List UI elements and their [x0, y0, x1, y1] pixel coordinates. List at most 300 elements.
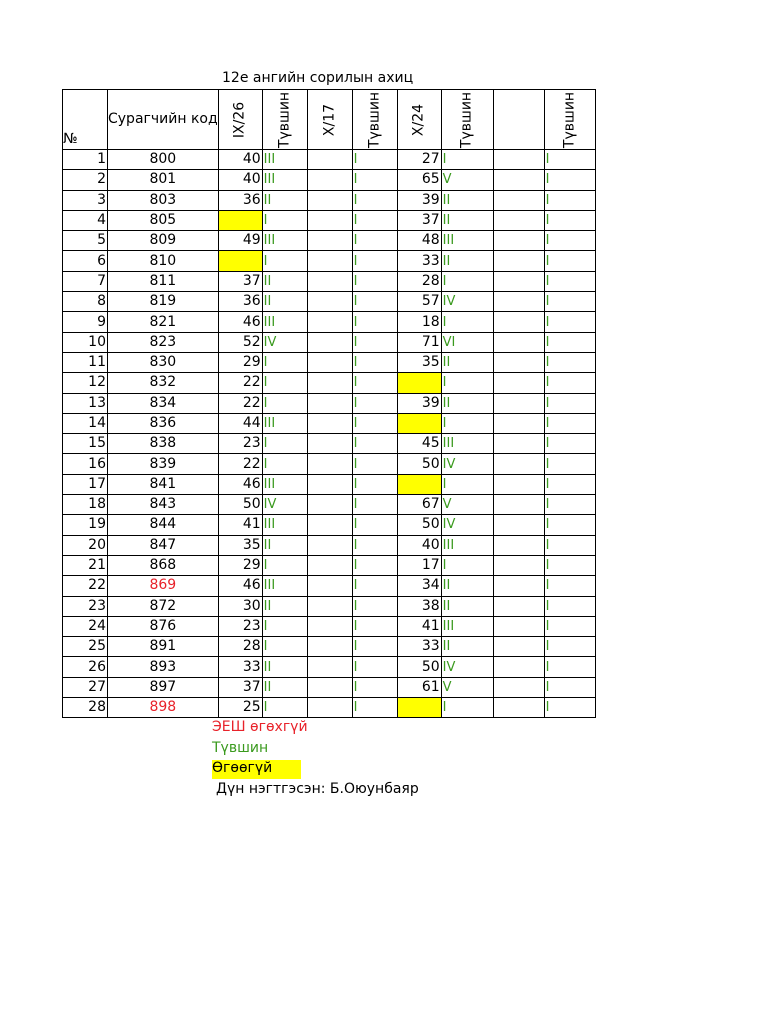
header-student-code: Сурагчийн код	[108, 90, 219, 150]
score-ix-26: 46	[218, 474, 262, 494]
score-ix-26: 40	[218, 150, 262, 170]
level-3: I	[441, 312, 493, 332]
score-ix-26: 36	[218, 190, 262, 210]
level-3: I	[441, 474, 493, 494]
level-2: I	[352, 170, 397, 190]
table-row	[63, 190, 596, 210]
score-x-17	[307, 150, 352, 170]
row-number: 4	[63, 210, 108, 230]
level-1: I	[262, 373, 307, 393]
empty-cell	[493, 677, 544, 697]
empty-cell	[493, 332, 544, 352]
score-ix-26: 52	[218, 332, 262, 352]
score-ix-26: 23	[218, 434, 262, 454]
level-4: I	[544, 576, 595, 596]
student-code: 811	[108, 271, 219, 291]
row-number: 12	[63, 373, 108, 393]
student-code: 801	[108, 170, 219, 190]
level-4: I	[544, 170, 595, 190]
level-1: I	[262, 555, 307, 575]
score-x-17	[307, 596, 352, 616]
table-row	[63, 352, 596, 372]
score-ix-26: 50	[218, 495, 262, 515]
empty-cell	[493, 271, 544, 291]
level-4: I	[544, 210, 595, 230]
level-3: I	[441, 150, 493, 170]
row-number: 26	[63, 657, 108, 677]
level-3: I	[441, 373, 493, 393]
empty-cell	[493, 576, 544, 596]
row-number: 18	[63, 495, 108, 515]
table-row	[63, 698, 596, 718]
row-number: 20	[63, 535, 108, 555]
header-level-1: Түвшин	[262, 90, 307, 150]
score-ix-26: 35	[218, 535, 262, 555]
row-number: 10	[63, 332, 108, 352]
score-ix-26: 46	[218, 576, 262, 596]
empty-cell	[493, 434, 544, 454]
score-x-17	[307, 271, 352, 291]
score-x-17	[307, 393, 352, 413]
score-ix-26: 22	[218, 454, 262, 474]
score-x-24: 28	[397, 271, 441, 291]
table-row	[63, 210, 596, 230]
student-code: 809	[108, 231, 219, 251]
level-1: III	[262, 576, 307, 596]
table-row	[63, 251, 596, 271]
level-4: I	[544, 698, 595, 718]
level-1: IV	[262, 332, 307, 352]
empty-cell	[493, 454, 544, 474]
level-3: II	[441, 637, 493, 657]
level-1: I	[262, 434, 307, 454]
table-row	[63, 231, 596, 251]
level-1: II	[262, 190, 307, 210]
level-1: II	[262, 535, 307, 555]
level-2: I	[352, 150, 397, 170]
table-row	[63, 677, 596, 697]
table-row	[63, 312, 596, 332]
level-2: I	[352, 495, 397, 515]
empty-cell	[493, 231, 544, 251]
empty-cell	[493, 251, 544, 271]
level-1: I	[262, 698, 307, 718]
level-1: II	[262, 596, 307, 616]
score-x-17	[307, 657, 352, 677]
row-number: 3	[63, 190, 108, 210]
score-x-17	[307, 231, 352, 251]
level-3: I	[441, 271, 493, 291]
level-3: II	[441, 190, 493, 210]
row-number: 23	[63, 596, 108, 616]
table-row	[63, 657, 596, 677]
table-row	[63, 616, 596, 636]
student-code: 819	[108, 292, 219, 312]
score-x-17	[307, 373, 352, 393]
score-x-17	[307, 434, 352, 454]
level-1: I	[262, 616, 307, 636]
table-row	[63, 515, 596, 535]
level-3: III	[441, 434, 493, 454]
level-4: I	[544, 677, 595, 697]
table-row	[63, 434, 596, 454]
score-x-17	[307, 637, 352, 657]
score-ix-26: 25	[218, 698, 262, 718]
empty-cell	[493, 170, 544, 190]
level-2: I	[352, 251, 397, 271]
level-1: III	[262, 150, 307, 170]
level-4: I	[544, 616, 595, 636]
empty-cell	[493, 515, 544, 535]
level-3: II	[441, 393, 493, 413]
level-4: I	[544, 474, 595, 494]
table-row	[63, 535, 596, 555]
header-row	[63, 90, 596, 150]
row-number: 13	[63, 393, 108, 413]
student-code: 834	[108, 393, 219, 413]
score-x-24	[397, 698, 441, 718]
score-x-17	[307, 413, 352, 433]
student-code: 872	[108, 596, 219, 616]
empty-cell	[493, 312, 544, 332]
level-4: I	[544, 292, 595, 312]
table-row	[63, 170, 596, 190]
row-number: 22	[63, 576, 108, 596]
score-ix-26: 36	[218, 292, 262, 312]
score-x-24: 45	[397, 434, 441, 454]
level-2: I	[352, 190, 397, 210]
row-number: 25	[63, 637, 108, 657]
level-3: III	[441, 535, 493, 555]
score-ix-26: 37	[218, 677, 262, 697]
empty-cell	[493, 393, 544, 413]
level-1: III	[262, 170, 307, 190]
empty-cell	[493, 190, 544, 210]
score-ix-26: 41	[218, 515, 262, 535]
table-row	[63, 454, 596, 474]
student-code: 821	[108, 312, 219, 332]
student-code: 823	[108, 332, 219, 352]
level-2: I	[352, 698, 397, 718]
student-code: 830	[108, 352, 219, 372]
score-x-24: 17	[397, 555, 441, 575]
level-3: V	[441, 677, 493, 697]
score-ix-26: 33	[218, 657, 262, 677]
score-x-24	[397, 413, 441, 433]
level-4: I	[544, 434, 595, 454]
score-ix-26	[218, 210, 262, 230]
row-number: 5	[63, 231, 108, 251]
level-1: III	[262, 474, 307, 494]
table-row	[63, 292, 596, 312]
level-1: II	[262, 292, 307, 312]
row-number: 9	[63, 312, 108, 332]
level-1: I	[262, 637, 307, 657]
row-number: 8	[63, 292, 108, 312]
row-number: 27	[63, 677, 108, 697]
table-row	[63, 393, 596, 413]
level-4: I	[544, 596, 595, 616]
student-code: 805	[108, 210, 219, 230]
student-code: 898	[108, 698, 219, 718]
level-2: I	[352, 271, 397, 291]
score-x-24: 50	[397, 454, 441, 474]
score-x-24: 37	[397, 210, 441, 230]
empty-cell	[493, 616, 544, 636]
score-ix-26: 49	[218, 231, 262, 251]
level-2: I	[352, 616, 397, 636]
level-1: II	[262, 677, 307, 697]
sheet-title: 12е ангийн сорилын ахиц	[222, 70, 414, 86]
score-ix-26: 29	[218, 555, 262, 575]
level-2: I	[352, 312, 397, 332]
level-2: I	[352, 677, 397, 697]
score-x-24	[397, 474, 441, 494]
level-3: I	[441, 413, 493, 433]
level-3: I	[441, 555, 493, 575]
row-number: 24	[63, 616, 108, 636]
row-number: 7	[63, 271, 108, 291]
table-row	[63, 555, 596, 575]
level-4: I	[544, 251, 595, 271]
table-row	[63, 637, 596, 657]
level-4: I	[544, 150, 595, 170]
score-x-17	[307, 535, 352, 555]
student-code: 810	[108, 251, 219, 271]
level-4: I	[544, 637, 595, 657]
score-x-24: 50	[397, 657, 441, 677]
level-4: I	[544, 495, 595, 515]
row-number: 19	[63, 515, 108, 535]
level-2: I	[352, 555, 397, 575]
score-x-17	[307, 352, 352, 372]
score-ix-26: 22	[218, 393, 262, 413]
row-number: 21	[63, 555, 108, 575]
level-1: I	[262, 393, 307, 413]
header-ix-26: IX/26	[218, 90, 262, 150]
score-x-17	[307, 474, 352, 494]
empty-cell	[493, 413, 544, 433]
progress-table	[62, 89, 596, 718]
student-code: 897	[108, 677, 219, 697]
level-4: I	[544, 413, 595, 433]
score-ix-26: 29	[218, 352, 262, 372]
header-x-24: X/24	[397, 90, 441, 150]
level-2: I	[352, 657, 397, 677]
score-x-24: 71	[397, 332, 441, 352]
table-row	[63, 576, 596, 596]
level-1: II	[262, 271, 307, 291]
level-3: IV	[441, 657, 493, 677]
level-2: I	[352, 515, 397, 535]
level-3: IV	[441, 515, 493, 535]
table-row	[63, 150, 596, 170]
empty-cell	[493, 474, 544, 494]
empty-cell	[493, 555, 544, 575]
level-3: IV	[441, 292, 493, 312]
level-4: I	[544, 190, 595, 210]
row-number: 11	[63, 352, 108, 372]
student-code: 839	[108, 454, 219, 474]
score-x-17	[307, 495, 352, 515]
level-2: I	[352, 413, 397, 433]
score-x-17	[307, 251, 352, 271]
header-level-3: Түвшин	[441, 90, 493, 150]
student-code: 836	[108, 413, 219, 433]
student-code: 841	[108, 474, 219, 494]
score-ix-26: 23	[218, 616, 262, 636]
table-row	[63, 495, 596, 515]
level-2: I	[352, 474, 397, 494]
level-1: I	[262, 454, 307, 474]
student-code: 800	[108, 150, 219, 170]
student-code: 869	[108, 576, 219, 596]
score-x-17	[307, 170, 352, 190]
score-x-17	[307, 190, 352, 210]
score-ix-26: 44	[218, 413, 262, 433]
level-4: I	[544, 231, 595, 251]
empty-cell	[493, 596, 544, 616]
level-1: I	[262, 352, 307, 372]
level-3: II	[441, 352, 493, 372]
header-x-17: X/17	[307, 90, 352, 150]
table-row	[63, 332, 596, 352]
score-x-24: 61	[397, 677, 441, 697]
score-ix-26: 46	[218, 312, 262, 332]
score-x-24: 40	[397, 535, 441, 555]
score-x-24: 50	[397, 515, 441, 535]
student-code: 868	[108, 555, 219, 575]
legend-red: ЭЕШ өгөхгүй	[212, 719, 308, 735]
empty-cell	[493, 698, 544, 718]
score-x-24: 39	[397, 190, 441, 210]
header-level-4: Түвшин	[544, 90, 595, 150]
level-4: I	[544, 515, 595, 535]
score-x-17	[307, 677, 352, 697]
score-x-17	[307, 292, 352, 312]
level-4: I	[544, 657, 595, 677]
level-2: I	[352, 210, 397, 230]
score-x-24: 41	[397, 616, 441, 636]
level-4: I	[544, 271, 595, 291]
level-3: II	[441, 596, 493, 616]
level-3: VI	[441, 332, 493, 352]
level-2: I	[352, 231, 397, 251]
level-3: V	[441, 170, 493, 190]
score-x-24: 27	[397, 150, 441, 170]
table-row	[63, 474, 596, 494]
score-x-17	[307, 312, 352, 332]
level-3: I	[441, 698, 493, 718]
header-no: №	[63, 90, 108, 150]
level-2: I	[352, 292, 397, 312]
level-2: I	[352, 454, 397, 474]
student-code: 843	[108, 495, 219, 515]
student-code: 832	[108, 373, 219, 393]
level-3: III	[441, 231, 493, 251]
level-1: III	[262, 515, 307, 535]
score-x-17	[307, 210, 352, 230]
table-row	[63, 596, 596, 616]
level-1: III	[262, 413, 307, 433]
student-code: 876	[108, 616, 219, 636]
score-ix-26	[218, 251, 262, 271]
empty-cell	[493, 495, 544, 515]
level-2: I	[352, 332, 397, 352]
level-3: II	[441, 210, 493, 230]
score-x-17	[307, 698, 352, 718]
table-row	[63, 413, 596, 433]
level-4: I	[544, 312, 595, 332]
student-code: 838	[108, 434, 219, 454]
score-x-24: 35	[397, 352, 441, 372]
level-1: IV	[262, 495, 307, 515]
score-x-24: 34	[397, 576, 441, 596]
header-level-2: Түвшин	[352, 90, 397, 150]
legend-green: Түвшин	[212, 740, 269, 756]
score-x-24: 67	[397, 495, 441, 515]
table-row	[63, 373, 596, 393]
level-4: I	[544, 332, 595, 352]
score-ix-26: 37	[218, 271, 262, 291]
level-1: III	[262, 231, 307, 251]
level-4: I	[544, 393, 595, 413]
empty-cell	[493, 352, 544, 372]
score-x-24: 48	[397, 231, 441, 251]
table-body	[63, 150, 596, 718]
empty-cell	[493, 150, 544, 170]
level-1: III	[262, 312, 307, 332]
level-2: I	[352, 434, 397, 454]
student-code: 844	[108, 515, 219, 535]
empty-cell	[493, 292, 544, 312]
row-number: 28	[63, 698, 108, 718]
score-ix-26: 22	[218, 373, 262, 393]
row-number: 1	[63, 150, 108, 170]
level-4: I	[544, 454, 595, 474]
empty-cell	[493, 373, 544, 393]
level-2: I	[352, 576, 397, 596]
score-ix-26: 28	[218, 637, 262, 657]
score-x-24: 39	[397, 393, 441, 413]
level-3: V	[441, 495, 493, 515]
row-number: 14	[63, 413, 108, 433]
score-x-17	[307, 555, 352, 575]
student-code: 847	[108, 535, 219, 555]
score-ix-26: 30	[218, 596, 262, 616]
level-2: I	[352, 352, 397, 372]
level-3: III	[441, 616, 493, 636]
level-2: I	[352, 637, 397, 657]
row-number: 17	[63, 474, 108, 494]
score-x-17	[307, 616, 352, 636]
score-x-24: 57	[397, 292, 441, 312]
level-4: I	[544, 352, 595, 372]
compiled-by: Дүн нэгтгэсэн: Б.Оюунбаяр	[216, 781, 419, 797]
level-3: IV	[441, 454, 493, 474]
level-2: I	[352, 373, 397, 393]
student-code: 891	[108, 637, 219, 657]
row-number: 2	[63, 170, 108, 190]
score-x-17	[307, 454, 352, 474]
level-3: II	[441, 576, 493, 596]
score-x-24	[397, 373, 441, 393]
level-4: I	[544, 373, 595, 393]
level-1: I	[262, 251, 307, 271]
row-number: 6	[63, 251, 108, 271]
level-4: I	[544, 535, 595, 555]
level-2: I	[352, 535, 397, 555]
